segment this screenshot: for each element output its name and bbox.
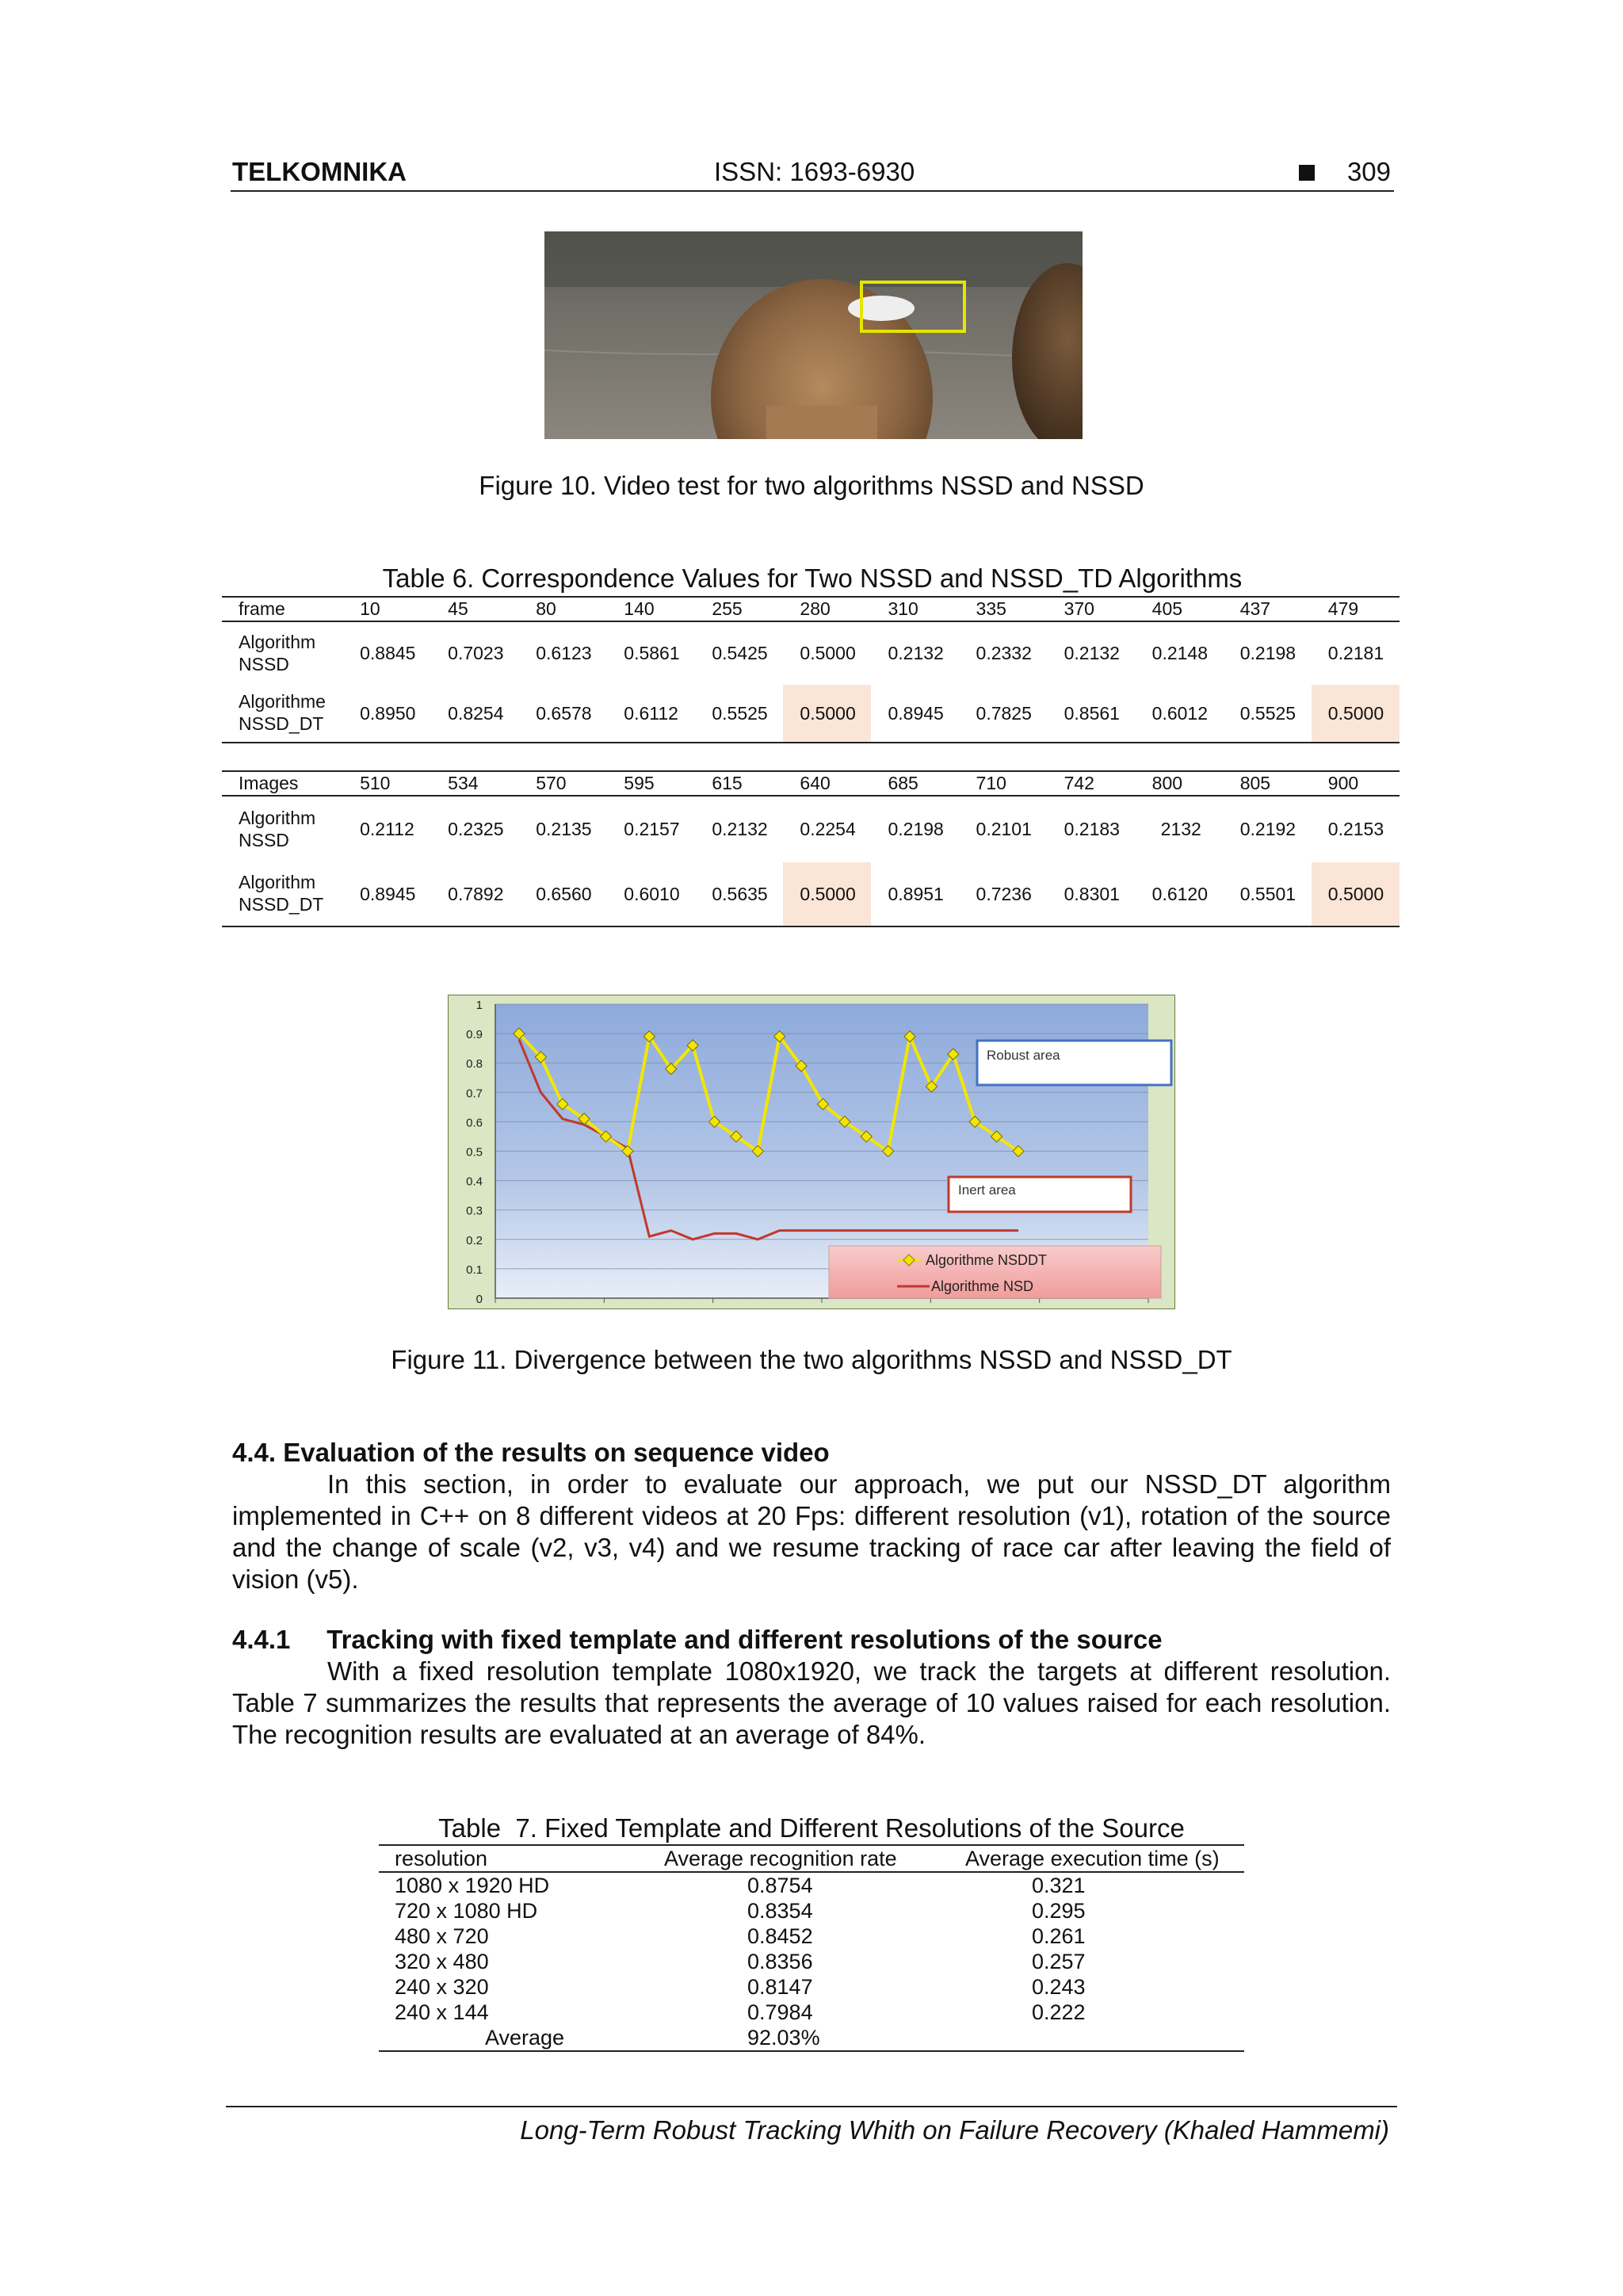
y-tick-label: 0.3 xyxy=(466,1204,483,1218)
average-label: Average xyxy=(379,2025,664,2051)
table-header-cell: 640 xyxy=(783,771,871,796)
table-header-cell: 437 xyxy=(1224,597,1312,621)
footer-title: Long-Term Robust Tracking Whith on Failure Recovery (Khaled Hammemi) xyxy=(520,2115,1389,2145)
table-header-cell: 534 xyxy=(431,771,519,796)
y-tick-label: 0.5 xyxy=(466,1145,483,1159)
table-cell: 720 x 1080 HD xyxy=(395,1898,538,1923)
table-header-cell: 280 xyxy=(783,597,871,621)
table-header-cell: 685 xyxy=(871,771,959,796)
table-cell: 0.8452 xyxy=(747,1924,813,1948)
table-cell: 0.5525 xyxy=(695,685,783,743)
page-number: 309 xyxy=(1346,157,1391,186)
table-header-cell: 800 xyxy=(1136,771,1224,796)
table-cell: 0.2132 xyxy=(712,819,768,839)
table-row xyxy=(379,1898,1244,1924)
table-cell: 0.7236 xyxy=(960,862,1048,926)
table-cell: 0.2112 xyxy=(360,819,414,839)
y-tick-label: 0.7 xyxy=(466,1087,483,1101)
table-row xyxy=(222,621,1400,685)
average-value: 92.03% xyxy=(664,2025,926,2051)
table-cell: 0.2132 xyxy=(888,643,944,663)
table-cell: 0.5425 xyxy=(712,643,768,663)
y-tick-label: 0.4 xyxy=(466,1175,483,1189)
y-tick-label: 0.1 xyxy=(466,1263,483,1277)
table-cell: 0.243 xyxy=(1032,1974,1086,1999)
y-tick-label: 0.2 xyxy=(466,1233,483,1247)
section-heading: 4.4. Evaluation of the results on sequence video xyxy=(232,1438,830,1467)
subsection-paragraph: With a fixed resolution template 1080x1920, we track the targets at different resolution. Table 7 summarizes the results that represents the average of 10 values raised for each resolution. The recognition results are evaluated at an average of 84%. xyxy=(232,1656,1391,1749)
table-header-cell: 335 xyxy=(960,597,1048,621)
table-cell: 0.2192 xyxy=(1239,819,1296,839)
table-header-cell: 710 xyxy=(960,771,1048,796)
video-frame-illustration xyxy=(544,231,1083,439)
y-tick-label: 0.6 xyxy=(466,1116,483,1130)
table-header-cell: Average recognition rate xyxy=(664,1845,926,1872)
table-cell: 0.2183 xyxy=(1064,819,1120,839)
table-cell: 0.7984 xyxy=(747,2000,813,2024)
table-cell: 320 x 480 xyxy=(395,1949,489,1973)
table-cell: 0.261 xyxy=(1032,1924,1086,1948)
table-header-cell: 479 xyxy=(1312,597,1400,621)
row-label: Algorithm NSSD_DT xyxy=(222,862,343,926)
table-cell: 0.2254 xyxy=(800,819,856,839)
table-header-row xyxy=(222,771,1400,796)
table-row xyxy=(222,796,1400,862)
table-header-cell: 595 xyxy=(607,771,695,796)
issn: ISSN: 1693-6930 xyxy=(714,157,915,186)
table-cell: 0.7023 xyxy=(448,643,504,663)
table-cell: 0.321 xyxy=(1032,1873,1086,1897)
table-cell: 0.6112 xyxy=(607,685,695,743)
table-cell: 0.2153 xyxy=(1327,819,1384,839)
table-row xyxy=(379,1949,1244,1974)
journal-name: TELKOMNIKA xyxy=(232,157,407,186)
table-row xyxy=(379,1924,1244,1949)
table-cell: 0.2101 xyxy=(976,819,1032,839)
divergence-chart xyxy=(448,995,1175,1309)
row-label: Algorithm NSSD xyxy=(239,631,316,674)
table-cell: 0.2181 xyxy=(1327,643,1384,663)
y-tick-label: 0 xyxy=(475,1293,483,1306)
y-tick-label: 0.9 xyxy=(466,1028,483,1042)
table-cell-highlighted: 0.5000 xyxy=(1312,685,1400,743)
table6-block1 xyxy=(222,596,1400,743)
table-cell: 0.8945 xyxy=(871,685,959,743)
table-cell: 0.6010 xyxy=(607,862,695,926)
table-cell: 0.5501 xyxy=(1224,862,1312,926)
table-cell: 0.2325 xyxy=(448,819,504,839)
table-row xyxy=(222,862,1400,926)
table-cell: 1080 x 1920 HD xyxy=(395,1873,550,1897)
table-cell-highlighted: 0.5000 xyxy=(783,862,871,926)
table-header-cell: 615 xyxy=(695,771,783,796)
table-cell: 0.6120 xyxy=(1136,862,1224,926)
table-cell: 0.8301 xyxy=(1048,862,1136,926)
chart-legend xyxy=(829,1246,1161,1298)
table-cell: 0.8561 xyxy=(1048,685,1136,743)
table-header-cell: frame xyxy=(222,597,343,621)
table-header-cell: 255 xyxy=(695,597,783,621)
inert-area-label: Inert area xyxy=(958,1182,1016,1198)
table-cell: 0.257 xyxy=(1032,1949,1086,1973)
table-header-cell: 510 xyxy=(343,771,431,796)
table-cell: 0.6123 xyxy=(536,643,592,663)
row-label: Algorithm NSSD xyxy=(239,807,316,850)
table-header-cell: resolution xyxy=(379,1845,664,1872)
square-bullet-icon xyxy=(1299,165,1315,181)
legend-label-nsd: Algorithme NSD xyxy=(931,1278,1034,1294)
table-header-cell: 742 xyxy=(1048,771,1136,796)
table-cell: 0.6012 xyxy=(1136,685,1224,743)
table7-title: Table 7. Fixed Template and Different Resolutions of the Source xyxy=(438,1813,1185,1843)
table-cell: 0.2198 xyxy=(1239,643,1296,663)
table-header-cell: Images xyxy=(222,771,343,796)
table-cell-highlighted: 0.5000 xyxy=(1312,862,1400,926)
running-footer xyxy=(226,2106,1397,2155)
table6-block2 xyxy=(222,770,1400,927)
figure10-caption: Figure 10. Video test for two algorithms NSSD and NSSD xyxy=(479,471,1144,500)
robust-area-annotation xyxy=(977,1041,1171,1085)
table-cell-highlighted: 0.5000 xyxy=(783,685,871,743)
table-cell-empty xyxy=(926,2025,1244,2051)
robust-area-label: Robust area xyxy=(987,1048,1060,1063)
table-header-cell: 45 xyxy=(431,597,519,621)
table-cell: 240 x 144 xyxy=(395,2000,489,2024)
table-row xyxy=(222,685,1400,743)
table-header-cell: Average execution time (s) xyxy=(926,1845,1244,1872)
table6-title: Table 6. Correspondence Values for Two NSSD and NSSD_TD Algorithms xyxy=(382,563,1243,593)
table-cell: 0.8147 xyxy=(747,1974,813,1999)
table-cell: 0.5861 xyxy=(624,643,680,663)
table-row xyxy=(379,1872,1244,1898)
y-tick-label: 0.8 xyxy=(466,1057,483,1072)
table-cell: 2132 xyxy=(1160,819,1201,839)
table-header-cell: 310 xyxy=(871,597,959,621)
legend-label-nsddt: Algorithme NSDDT xyxy=(926,1252,1048,1268)
video-test-image xyxy=(544,231,1083,439)
table-cell: 0.6560 xyxy=(519,862,607,926)
table-cell: 0.5000 xyxy=(800,643,856,663)
table-cell: 0.8951 xyxy=(871,862,959,926)
table-cell: 0.2198 xyxy=(888,819,944,839)
table-cell: 0.8845 xyxy=(360,643,416,663)
table-cell: 0.2157 xyxy=(624,819,680,839)
table-cell: 0.295 xyxy=(1032,1898,1086,1923)
figure11-caption: Figure 11. Divergence between the two algorithms NSSD and NSSD_DT xyxy=(391,1345,1232,1374)
running-header xyxy=(231,155,1394,192)
table-cell: 0.2332 xyxy=(976,643,1032,663)
table-header-cell: 10 xyxy=(343,597,431,621)
table-cell: 0.7892 xyxy=(431,862,519,926)
table-cell: 0.2148 xyxy=(1151,643,1209,663)
inert-area-annotation xyxy=(949,1177,1131,1212)
table-header-cell: 900 xyxy=(1312,771,1400,796)
table-header-cell: 370 xyxy=(1048,597,1136,621)
table-header-cell: 405 xyxy=(1136,597,1224,621)
table-cell: 480 x 720 xyxy=(395,1924,489,1948)
table-cell: 0.8950 xyxy=(343,685,431,743)
table-cell: 0.8254 xyxy=(431,685,519,743)
divergence-chart-svg xyxy=(448,995,1175,1309)
table-cell: 0.8354 xyxy=(747,1898,813,1923)
table-cell: 0.8754 xyxy=(747,1873,813,1897)
table-cell: 0.2132 xyxy=(1064,643,1120,663)
table-cell: 0.6578 xyxy=(519,685,607,743)
table-cell: 0.7825 xyxy=(960,685,1048,743)
table-row xyxy=(379,1974,1244,2000)
subsection-heading: 4.4.1 Tracking with fixed template and different resolutions of the source xyxy=(232,1625,1163,1654)
table7 xyxy=(379,1844,1244,2052)
table-header-cell: 570 xyxy=(519,771,607,796)
table-average-row xyxy=(379,2025,1244,2051)
table-cell: 0.8356 xyxy=(747,1949,813,1973)
table-cell: 0.5525 xyxy=(1224,685,1312,743)
table-cell: 240 x 320 xyxy=(395,1974,489,1999)
table-header-row xyxy=(222,597,1400,621)
table-cell: 0.222 xyxy=(1032,2000,1086,2024)
table-cell: 0.8945 xyxy=(343,862,431,926)
table-header-cell: 140 xyxy=(607,597,695,621)
y-tick-label: 1 xyxy=(475,999,483,1012)
section-paragraph: In this section, in order to evaluate our approach, we put our NSSD_DT algorithm implemented in C++ on 8 different videos at 20 Fps: different resolution (v1), rotation of the source and the change of scale (v2, v3, v4) and we resume tracking of race car after leaving the field of vision (v5). xyxy=(232,1469,1391,1594)
table-header-row xyxy=(379,1845,1244,1872)
table-header-cell: 805 xyxy=(1224,771,1312,796)
table-cell: 0.5635 xyxy=(695,862,783,926)
row-label: Algorithme NSSD_DT xyxy=(222,685,343,743)
table-row xyxy=(379,2000,1244,2025)
table-header-cell: 80 xyxy=(519,597,607,621)
table-cell: 0.2135 xyxy=(536,819,592,839)
